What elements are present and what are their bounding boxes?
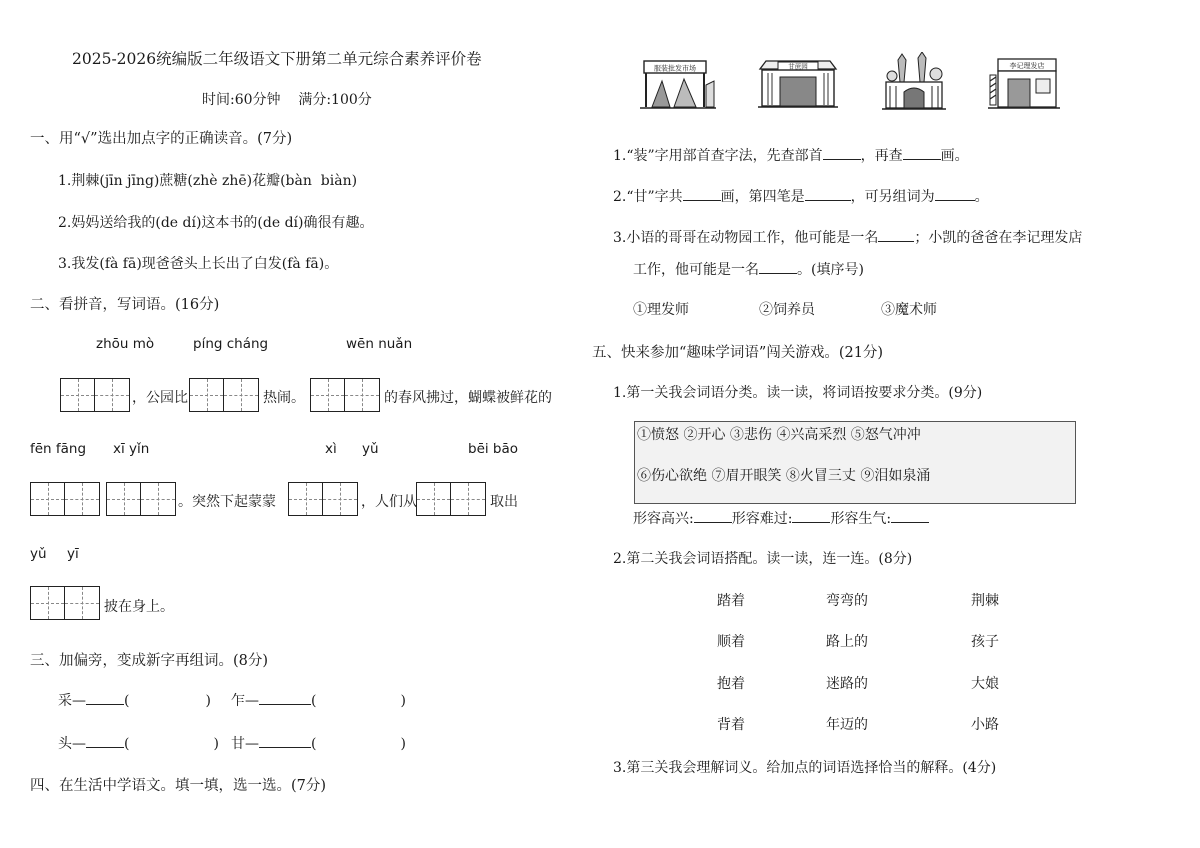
answer-blank[interactable]	[86, 733, 124, 748]
write-box-xiyin[interactable]	[106, 482, 176, 516]
pinyin-yu2: yǔ	[30, 546, 47, 562]
barber-shop-storefront-icon	[988, 55, 1060, 111]
section5-heading: 五、快来参加“趣味学词语”闯关游戏。(21分)	[592, 345, 884, 361]
answer-blank[interactable]	[935, 186, 975, 201]
radical-item-cai	[58, 690, 211, 710]
match-col3-item[interactable]: 荆棘	[971, 593, 999, 609]
clothing-wholesale-market-gate-icon	[640, 55, 716, 111]
radical-char: 甘—	[231, 736, 259, 752]
pinyin-xi: xì	[325, 441, 337, 457]
match-col1-item[interactable]: 顺着	[717, 634, 745, 650]
match-col2-item[interactable]: 弯弯的	[826, 593, 868, 609]
section1-item-2: 2.妈妈送给我的(de dí)这本书的(de dí)确很有趣。	[58, 215, 374, 231]
answer-blank[interactable]	[259, 690, 311, 705]
write-box-beibao[interactable]	[416, 482, 486, 516]
paren-open: (	[124, 736, 130, 752]
answer-blank[interactable]	[792, 508, 830, 523]
pinyin-xiyin: xī yǐn	[113, 441, 150, 457]
answer-blank[interactable]	[891, 508, 929, 523]
s5-question-1: 1.第一关我会词语分类。读一读，将词语按要求分类。(9分)	[613, 385, 983, 401]
time-info: 时间:60分钟 满分:100分	[202, 92, 372, 108]
answer-blank[interactable]	[805, 186, 851, 201]
radical-item-tou	[58, 733, 219, 753]
barber-sign-text: 李记理发店	[1009, 62, 1045, 70]
pinyin-zhoumo: zhōu mò	[96, 336, 155, 352]
radical-item-gan	[231, 733, 406, 753]
pinyin-yi: yī	[67, 546, 79, 562]
s4-question-3-line2: 工作，他可能是一名 。(填序号)	[633, 259, 864, 279]
answer-blank[interactable]	[86, 690, 124, 705]
category-happy: 形容高兴:	[633, 511, 694, 527]
option-barber: ①理发师	[633, 302, 689, 318]
paren-close: )	[213, 736, 219, 752]
match-col3-item[interactable]: 大娘	[971, 676, 999, 692]
paren-open: (	[311, 736, 317, 752]
word-bank-row-1: ①愤怒 ②开心 ③悲伤 ④兴高采烈 ⑤怒气冲冲	[637, 427, 921, 443]
sentence-part-7: 披在身上。	[104, 599, 174, 615]
sentence-part-5: ，人们从	[361, 494, 417, 510]
paren-open: (	[124, 693, 130, 709]
match-col1-item[interactable]: 踏着	[717, 593, 745, 609]
s4-question-2: 2.“甘”字共 画，第四笔是 ，可另组词为 。	[613, 186, 989, 206]
answer-blank[interactable]	[259, 733, 311, 748]
match-col2-item[interactable]: 迷路的	[826, 676, 868, 692]
section1-item-3: 3.我发(fà fā)现爸爸头上长出了白发(fà fā)。	[58, 256, 339, 272]
category-angry: 形容生气:	[830, 511, 892, 527]
page-title: 2025-2026统编版二年级语文下册第二单元综合素养评价卷	[72, 50, 482, 68]
option-keeper: ②饲养员	[759, 302, 815, 318]
match-col3-item[interactable]: 小路	[971, 717, 999, 733]
match-col1-item[interactable]: 背着	[717, 717, 745, 733]
sentence-part-6: 取出	[490, 494, 518, 510]
s4-question-1: 1.“装”字用部首查字法，先查部首 ，再查 画。	[613, 145, 969, 165]
sentence-part-4: 。突然下起蒙蒙	[178, 494, 276, 510]
category-sad: 形容难过:	[731, 511, 793, 527]
paren-close: )	[205, 693, 211, 709]
s5-question-3: 3.第三关我会理解词义。给加点的词语选择恰当的解释。(4分)	[613, 760, 997, 776]
pinyin-pingchang: píng cháng	[193, 336, 269, 352]
write-box-wennuan[interactable]	[310, 378, 380, 412]
match-col2-item[interactable]: 年迈的	[826, 717, 868, 733]
sweet-shop-storefront-icon	[758, 55, 838, 111]
s5-question-2: 2.第二关我会词语搭配。读一读，连一连。(8分)	[613, 551, 913, 567]
option-magician: ③魔术师	[881, 302, 937, 318]
pinyin-fenfang: fēn fāng	[30, 441, 87, 457]
category-line	[633, 508, 929, 528]
pinyin-beibao: bēi bāo	[468, 441, 519, 457]
paren-open: (	[311, 693, 317, 709]
word-bank-row-2: ⑥伤心欲绝 ⑦眉开眼笑 ⑧火冒三丈 ⑨泪如泉涌	[637, 468, 931, 484]
paren-close: )	[400, 693, 406, 709]
radical-char: 头—	[58, 736, 86, 752]
write-box-xiyu[interactable]	[288, 482, 358, 516]
write-box-yuyi[interactable]	[30, 586, 100, 620]
answer-blank[interactable]	[903, 145, 941, 160]
answer-blank[interactable]	[878, 227, 914, 242]
answer-blank[interactable]	[759, 259, 797, 274]
match-col2-item[interactable]: 路上的	[826, 634, 868, 650]
paren-close: )	[400, 736, 406, 752]
s4-question-3-line1: 3.小语的哥哥在动物园工作，他可能是一名 ；小凯的爸爸在李记理发店	[613, 227, 1082, 247]
radical-item-zha	[231, 690, 406, 710]
match-col3-item[interactable]: 孩子	[971, 634, 999, 650]
write-box-fenfang[interactable]	[30, 482, 100, 516]
radical-char: 乍—	[231, 693, 259, 709]
answer-blank[interactable]	[823, 145, 861, 160]
pinyin-wennuan: wēn nuǎn	[346, 336, 413, 352]
gate-sign-text: 服装批发市场	[654, 64, 696, 73]
section4-heading: 四、在生活中学语文。填一填，选一选。(7分)	[30, 778, 327, 794]
sentence-part-1: ，公园比	[132, 390, 188, 406]
section2-heading: 二、看拼音，写词语。(16分)	[30, 297, 220, 313]
answer-blank[interactable]	[683, 186, 721, 201]
section1-heading: 一、用“√”选出加点字的正确读音。(7分)	[30, 131, 293, 147]
write-box-pingchang[interactable]	[189, 378, 259, 412]
section1-item-1: 1.荆棘(jīn jīng)蔗糖(zhè zhē)花瓣(bàn biàn)	[58, 173, 358, 189]
radical-char: 采—	[58, 693, 86, 709]
section3-heading: 三、加偏旁，变成新字再组词。(8分)	[30, 653, 269, 669]
sentence-part-2: 热闹。	[263, 390, 305, 406]
shop-sign-text: 甘蔗园	[788, 62, 808, 71]
match-col1-item[interactable]: 抱着	[717, 676, 745, 692]
write-box-zhoumo[interactable]	[60, 378, 130, 412]
zoo-gate-icon	[882, 52, 946, 112]
answer-blank[interactable]	[694, 508, 732, 523]
pinyin-yu: yǔ	[362, 441, 379, 457]
sentence-part-3: 的春风拂过，蝴蝶被鲜花的	[384, 390, 552, 406]
